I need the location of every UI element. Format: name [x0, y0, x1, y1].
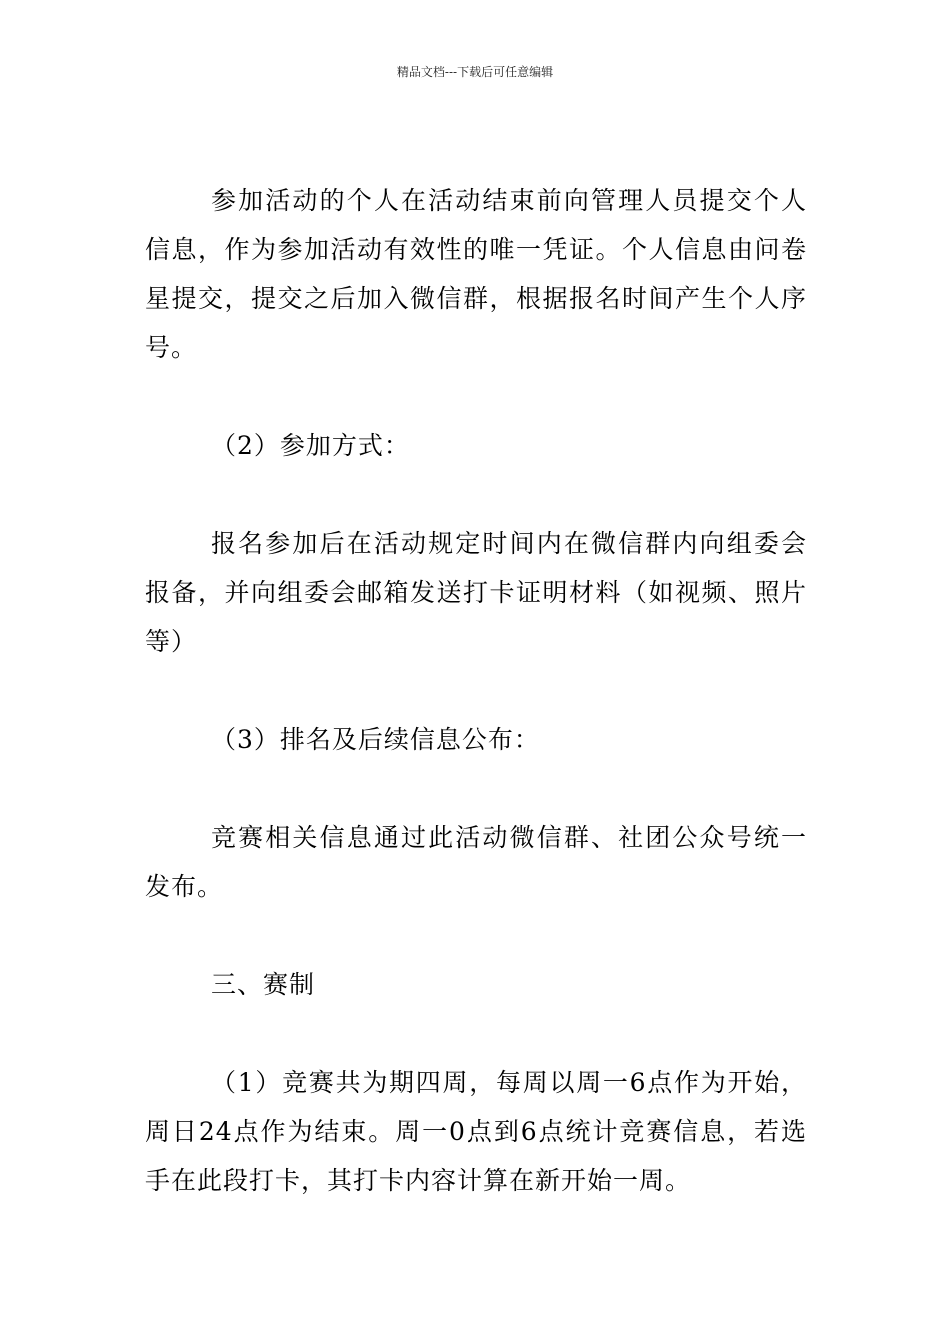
heading-competition-format: 三、赛制: [211, 970, 316, 999]
heading-participation-method: （2）参加方式：: [211, 431, 410, 460]
paragraph-competition-duration: （1）竞赛共为期四周，每周以周一6点作为开始，周日24点作为结束。周一0点到6点统计竞赛信息，若选手在此段打卡，其打卡内容计算在新开始一周。: [145, 1068, 807, 1195]
paragraph-ranking-announcement: 竞赛相关信息通过此活动微信群、社团公众号统一发布。: [145, 823, 807, 901]
paragraph-participation-method: 报名参加后在活动规定时间内在微信群内向组委会报备，并向组委会邮箱发送打卡证明材料（如视频、照片等）: [145, 529, 807, 656]
document-body: [145, 176, 807, 1254]
heading-ranking-announcement: （3）排名及后续信息公布：: [211, 725, 540, 754]
paragraph-personal-info: 参加活动的个人在活动结束前向管理人员提交个人信息，作为参加活动有效性的唯一凭证。个人信息由问卷星提交，提交之后加入微信群，根据报名时间产生个人序号。: [145, 186, 807, 362]
page-header: 精品文档---下载后可任意编辑: [396, 65, 554, 79]
